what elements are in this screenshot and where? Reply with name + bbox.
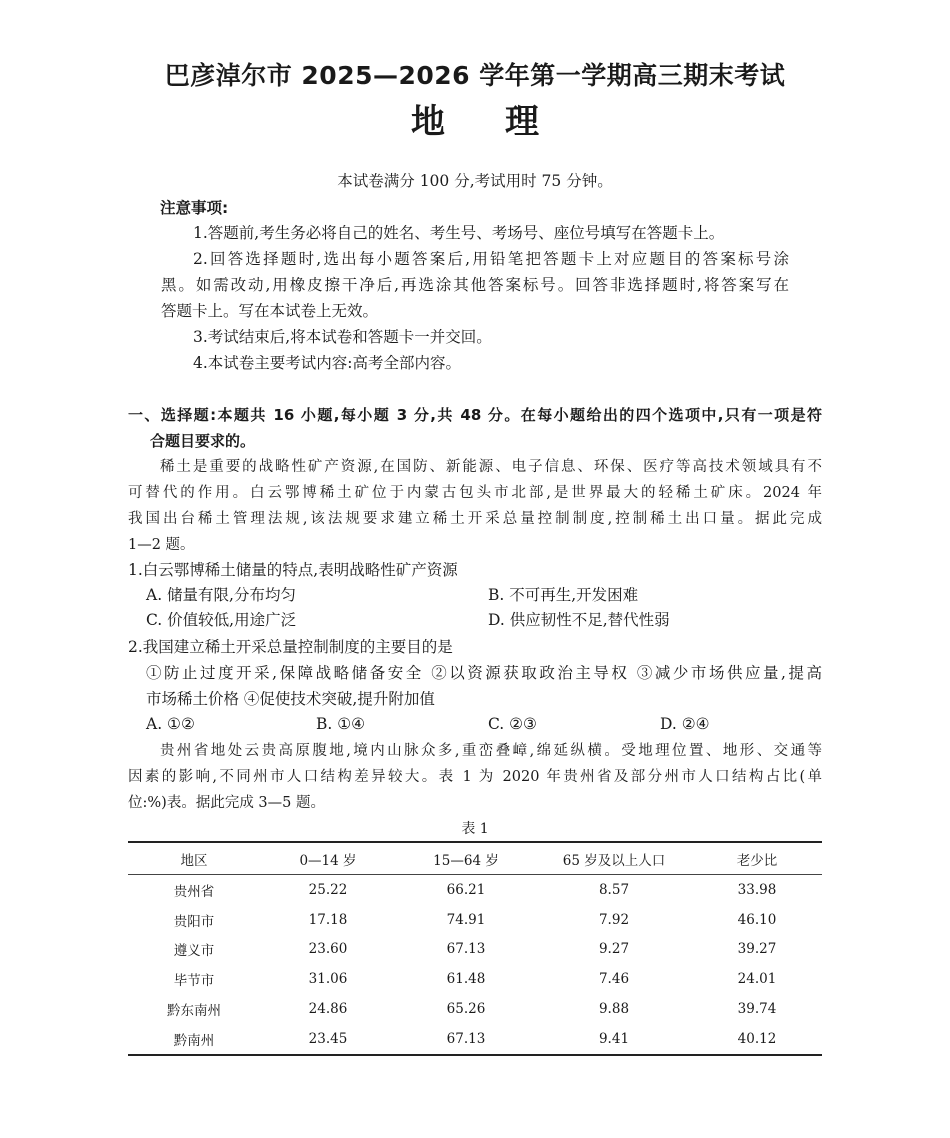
cell-age-15-64: 67.13 [446, 941, 486, 958]
header-age-65-plus: 65 岁及以上人口 [536, 842, 692, 875]
cell-aging-ratio: 24.01 [737, 971, 777, 988]
cell-aging-ratio: 40.12 [737, 1030, 777, 1047]
cell-age-0-14: 23.45 [308, 1030, 348, 1047]
question-2-statements-line-1: ①防止过度开采,保障战略储备安全 ②以资源获取政治主导权 ③减少市场供应量,提高 [146, 664, 822, 682]
table-row [128, 905, 822, 935]
notice-item-2-line-1: 2.回答选择题时,选出每小题答案后,用铅笔把答题卡上对应题目的答案标号涂 [193, 250, 789, 268]
notice-item-4: 4.本试卷主要考试内容:高考全部内容。 [193, 354, 462, 372]
question-1-option-d: D. 供应韧性不足,替代性弱 [488, 611, 670, 629]
cell-age-65-plus: 9.88 [598, 1001, 630, 1018]
cell-region: 黔东南州 [167, 1003, 221, 1020]
passage-1-line-2: 可替代的作用。白云鄂博稀土矿位于内蒙古包头市北部,是世界最大的轻稀土矿床。2024 年 [128, 485, 822, 501]
question-2-statements-line-2: 市场稀土价格 ④促使技术突破,提升附加值 [146, 690, 435, 708]
table-row [128, 964, 822, 994]
cell-aging-ratio: 33.98 [737, 881, 777, 898]
notice-heading: 注意事项: [160, 199, 229, 217]
exam-info: 本试卷满分 100 分,考试用时 75 分钟。 [337, 172, 613, 190]
header-region: 地区 [128, 842, 260, 875]
cell-aging-ratio: 39.27 [737, 941, 777, 958]
exam-title: 巴彦淖尔市 2025—2026 学年第一学期高三期末考试 [164, 61, 786, 90]
cell-age-65-plus: 9.27 [598, 941, 630, 958]
table-row [128, 935, 822, 965]
header-age-0-14: 0—14 岁 [260, 842, 396, 875]
question-1-option-b: B. 不可再生,开发困难 [488, 586, 639, 604]
passage-2-line-3: 位:%)表。据此完成 3—5 题。 [128, 795, 325, 811]
cell-region: 毕节市 [173, 973, 215, 990]
cell-region: 黔南州 [173, 1032, 215, 1049]
section-1-heading-line-2: 合题目要求的。 [150, 432, 256, 450]
cell-aging-ratio: 39.74 [737, 1001, 777, 1018]
passage-2-line-2: 因素的影响,不同州市人口结构差异较大。表 1 为 2020 年贵州省及部分州市人口结构占比(单 [128, 769, 822, 785]
cell-age-0-14: 23.60 [308, 941, 348, 958]
table-header-row [128, 842, 822, 875]
notice-item-2-line-3: 答题卡上。写在本试卷上无效。 [161, 302, 379, 320]
question-2-option-a: A. ①② [146, 715, 195, 733]
cell-age-15-64: 61.48 [446, 971, 486, 988]
subject-title: 地理 [411, 102, 599, 142]
cell-age-65-plus: 7.92 [598, 911, 630, 928]
cell-aging-ratio: 46.10 [737, 911, 777, 928]
cell-region: 贵州省 [173, 883, 215, 900]
passage-1-line-4: 1—2 题。 [128, 537, 195, 553]
notice-item-2-line-2: 黑。如需改动,用橡皮擦干净后,再选涂其他答案标号。回答非选择题时,将答案写在 [161, 276, 789, 294]
question-1-option-c: C. 价值较低,用途广泛 [146, 611, 297, 629]
cell-age-65-plus: 9.41 [598, 1030, 630, 1047]
question-2-option-d: D. ②④ [660, 715, 710, 733]
cell-age-15-64: 65.26 [446, 1001, 486, 1018]
cell-age-15-64: 66.21 [446, 881, 486, 898]
cell-age-0-14: 17.18 [308, 911, 348, 928]
cell-age-0-14: 25.22 [308, 881, 348, 898]
cell-age-15-64: 74.91 [446, 911, 486, 928]
cell-age-15-64: 67.13 [446, 1030, 486, 1047]
cell-age-0-14: 31.06 [308, 971, 348, 988]
table-row [128, 994, 822, 1024]
table-row [128, 875, 822, 905]
passage-1-line-3: 我国出台稀土管理法规,该法规要求建立稀土开采总量控制制度,控制稀土出口量。据此完成 [128, 511, 822, 527]
header-age-15-64: 15—64 岁 [396, 842, 536, 875]
passage-1-line-1: 稀土是重要的战略性矿产资源,在国防、新能源、电子信息、环保、医疗等高技术领域具有不 [160, 459, 822, 475]
cell-region: 贵阳市 [173, 913, 215, 930]
notice-item-3: 3.考试结束后,将本试卷和答题卡一并交回。 [193, 328, 492, 346]
table-1-caption: 表 1 [461, 821, 489, 837]
table-row [128, 1024, 822, 1055]
passage-2-line-1: 贵州省地处云贵高原腹地,境内山脉众多,重峦叠嶂,绵延纵横。受地理位置、地形、交通等 [160, 743, 822, 759]
cell-age-65-plus: 8.57 [598, 881, 630, 898]
question-2-option-b: B. ①④ [316, 715, 366, 733]
cell-age-65-plus: 7.46 [598, 971, 630, 988]
header-aging-ratio: 老少比 [692, 842, 822, 875]
question-1-option-a: A. 储量有限,分布均匀 [146, 586, 296, 604]
question-2-stem: 2.我国建立稀土开采总量控制制度的主要目的是 [128, 638, 453, 656]
section-1-heading-line-1: 一、选择题:本题共 16 小题,每小题 3 分,共 48 分。在每小题给出的四个选项中,只有一项是符 [128, 406, 822, 424]
cell-region: 遵义市 [173, 943, 215, 960]
notice-item-1: 1.答题前,考生务必将自己的姓名、考生号、考场号、座位号填写在答题卡上。 [193, 224, 725, 242]
cell-age-0-14: 24.86 [308, 1001, 348, 1018]
population-structure-table [128, 841, 822, 1056]
question-1-stem: 1.白云鄂博稀土储量的特点,表明战略性矿产资源 [128, 561, 458, 579]
question-2-option-c: C. ②③ [488, 715, 537, 733]
